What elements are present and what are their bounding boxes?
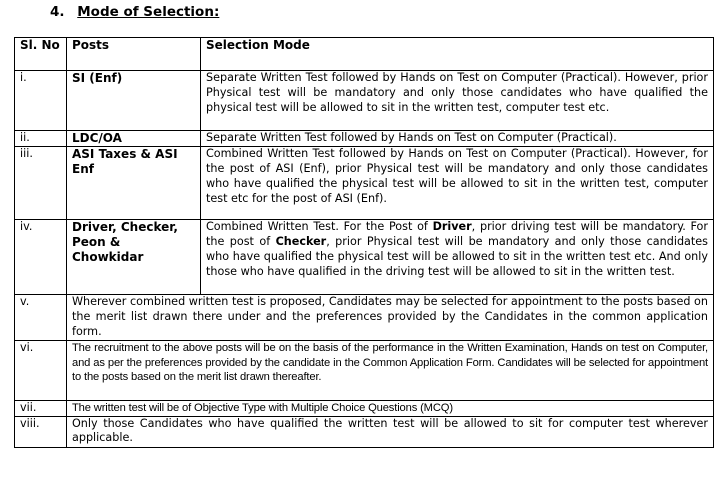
row-sl: v. (15, 294, 67, 340)
table-header-row (15, 38, 714, 71)
row-note: The written test will be of Objective Type with Multiple Choice Questions (MCQ) (67, 400, 714, 416)
mode-text: , prior driving test will be mandatory. For the post of (206, 219, 708, 248)
row-mode (201, 219, 714, 294)
section-title: Mode of Selection: (77, 4, 220, 20)
mode-bold-checker: Checker (275, 234, 327, 248)
mode-bold-driver: Driver (432, 219, 472, 233)
selection-mode-table (14, 37, 714, 448)
row-post: SI (Enf) (67, 71, 201, 131)
header-sl-no: Sl. No (15, 38, 67, 71)
row-sl: iii. (15, 146, 67, 219)
mode-text: , prior Physical test will be mandatory and only those candidates who have qualified the physical test will be allowed to sit in the written test etc. And only those who have qualified in the driving test will be allowed to sit in the written test. (206, 234, 708, 278)
table-row (15, 416, 714, 447)
row-mode: Separate Written Test followed by Hands on Test on Computer (Practical). However, prior Physical test will be mandatory and only those candidates who have qualified the physical test will be allowed to sit in the written test, computer test etc. (201, 71, 714, 131)
row-sl: vii. (15, 400, 67, 416)
header-selection-mode: Selection Mode (201, 38, 714, 71)
row-sl: i. (15, 71, 67, 131)
row-sl: vi. (15, 340, 67, 400)
row-post: LDC/OA (67, 131, 201, 147)
table-row (15, 146, 714, 219)
table-row (15, 400, 714, 416)
row-sl: iv. (15, 219, 67, 294)
row-sl: viii. (15, 416, 67, 447)
row-mode: Separate Written Test followed by Hands on Test on Computer (Practical). (201, 131, 714, 147)
row-note: Wherever combined written test is proposed, Candidates may be selected for appointment to the posts based on the merit list drawn there under and the preferences provided by the Candidates in the common application form. (67, 294, 714, 340)
row-sl: ii. (15, 131, 67, 147)
row-post: Driver, Checker, Peon & Chowkidar (67, 219, 201, 294)
table-row (15, 294, 714, 340)
section-heading (50, 4, 219, 20)
mode-text: Combined Written Test. For the Post of (206, 219, 433, 233)
table-row (15, 131, 714, 147)
row-mode: Combined Written Test followed by Hands on Test on Computer (Practical). However, for the post of ASI (Enf), prior Physical test will be mandatory and only those candidates who have qualified the physical test will be allowed to sit in the written test, computer test etc for the post of ASI (Enf). (201, 146, 714, 219)
row-note: The recruitment to the above posts will be on the basis of the performance in the Written Examination, Hands on test on Computer, and as per the preferences provided by the candidate in the Common Application Form. Candidates will be selected for appointment to the posts based on the merit list drawn thereafter. (67, 340, 714, 400)
header-posts: Posts (67, 38, 201, 71)
table-row (15, 340, 714, 400)
table-row (15, 219, 714, 294)
section-number: 4. (50, 4, 65, 20)
row-post: ASI Taxes & ASI Enf (67, 146, 201, 219)
table-row (15, 71, 714, 131)
row-note: Only those Candidates who have qualified the written test will be allowed to sit for computer test wherever applicable. (67, 416, 714, 447)
